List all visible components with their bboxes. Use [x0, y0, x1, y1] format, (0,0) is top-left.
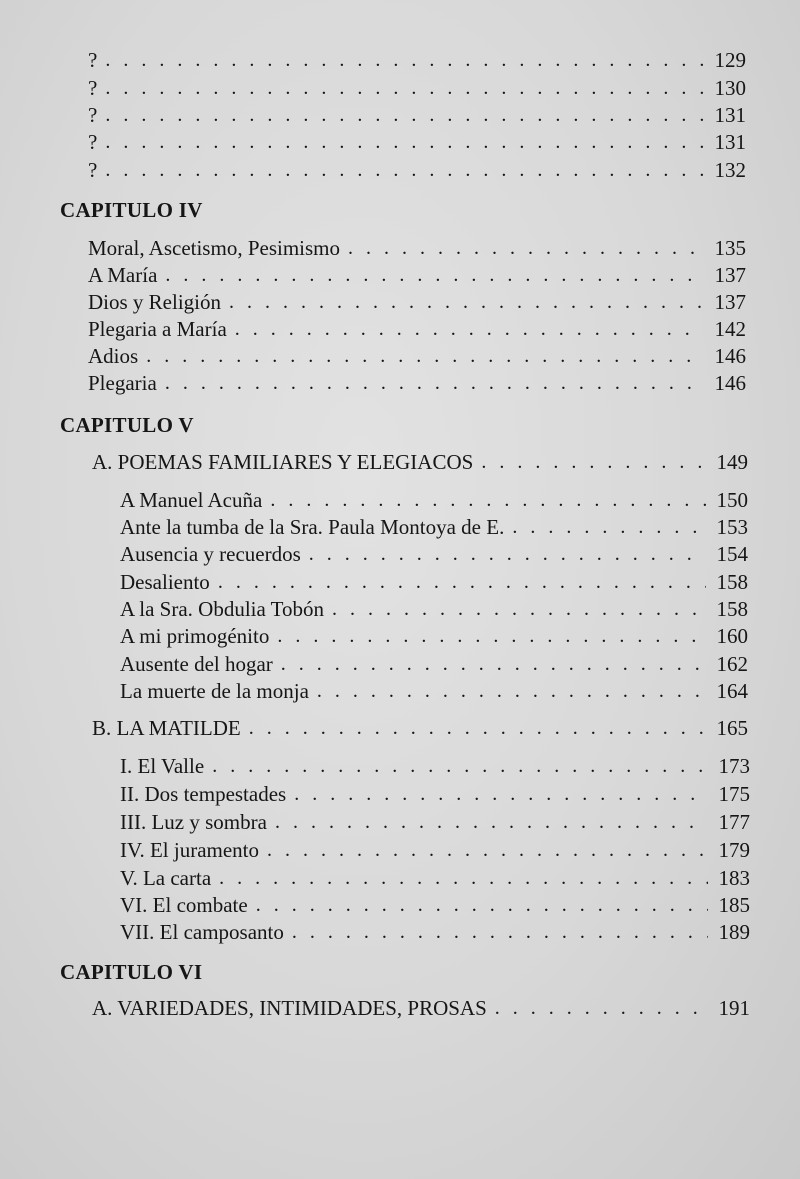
chapter-heading: CAPITULO IV: [60, 198, 203, 222]
dot-leader: [256, 893, 708, 917]
entry-title: Ausencia y recuerdos: [120, 542, 301, 566]
entry-title: A Manuel Acuña: [120, 488, 263, 512]
chapter-heading: CAPITULO V: [60, 413, 194, 437]
page-number: 154: [716, 542, 748, 566]
page-number: 183: [718, 866, 750, 890]
entry-title: Plegaria a María: [88, 317, 227, 341]
page-number: 164: [716, 679, 748, 703]
dot-leader: [481, 450, 706, 474]
page-number: 185: [718, 893, 750, 917]
entry-title: Ausente del hogar: [120, 652, 273, 676]
entry-title: La muerte de la monja: [120, 679, 309, 703]
page-number: 179: [718, 838, 750, 862]
page-number: 177: [718, 810, 750, 834]
entry-title: ?: [88, 76, 98, 100]
dot-leader: [512, 515, 706, 539]
entry-title: V. La carta: [120, 866, 212, 890]
dot-leader: [309, 542, 706, 566]
entry-title: I. El Valle: [120, 754, 205, 778]
entry-title: Desaliento: [120, 570, 210, 594]
toc-entry: [120, 511, 748, 539]
toc-entry: [88, 340, 746, 368]
entry-title: A María: [88, 263, 158, 287]
toc-entry: [120, 484, 748, 512]
page-number: 162: [716, 652, 748, 676]
toc-entry: [120, 750, 750, 778]
toc-section: [92, 446, 748, 474]
entry-title: Moral, Ascetismo, Pesimismo: [88, 236, 340, 260]
entry-title: II. Dos tempestades: [120, 782, 287, 806]
dot-leader: [105, 130, 704, 154]
toc-entry: [120, 620, 748, 648]
entry-title: ?: [88, 158, 98, 182]
toc-section: [92, 712, 748, 740]
page-number: 150: [716, 488, 748, 512]
toc-entry: [120, 889, 750, 917]
page-number: 129: [714, 48, 746, 72]
toc-entry: [88, 154, 746, 182]
page-number: 131: [714, 130, 746, 154]
entry-title: Plegaria: [88, 371, 157, 395]
dot-leader: [165, 263, 704, 287]
page-number: 137: [714, 263, 746, 287]
dot-leader: [249, 716, 706, 740]
section-title: A. VARIEDADES, INTIMIDADES, PROSAS: [92, 996, 487, 1020]
dot-leader: [348, 236, 704, 260]
page-number: 158: [716, 570, 748, 594]
entry-title: A la Sra. Obdulia Tobón: [120, 597, 325, 621]
entry-title: VI. El combate: [120, 893, 248, 917]
dot-leader: [219, 866, 708, 890]
page-number: 191: [718, 996, 750, 1020]
dot-leader: [495, 996, 708, 1020]
chapter-heading: CAPITULO VI: [60, 960, 203, 984]
entry-title: A mi primogénito: [120, 624, 270, 648]
toc-entry: [120, 675, 748, 703]
page-number: 130: [714, 76, 746, 100]
entry-title: IV. El juramento: [120, 838, 260, 862]
dot-leader: [235, 317, 704, 341]
dot-leader: [281, 652, 706, 676]
page-number: 132: [714, 158, 746, 182]
toc-entry: [120, 538, 748, 566]
toc-entry: [120, 566, 748, 594]
page-number: 158: [716, 597, 748, 621]
section-title: B. LA MATILDE: [92, 716, 241, 740]
page-number: 165: [716, 716, 748, 740]
dot-leader: [105, 76, 704, 100]
page-number: 189: [718, 920, 750, 944]
dot-leader: [292, 920, 708, 944]
dot-leader: [105, 48, 704, 72]
dot-leader: [275, 810, 708, 834]
entry-title: ?: [88, 130, 98, 154]
dot-leader: [267, 838, 708, 862]
entry-title: VII. El camposanto: [120, 920, 284, 944]
dot-leader: [146, 344, 704, 368]
toc-entry: [88, 126, 746, 154]
section-title: A. POEMAS FAMILIARES Y ELEGIACOS: [92, 450, 474, 474]
page-number: 137: [714, 290, 746, 314]
toc-entry: [88, 232, 746, 260]
toc-entry: [88, 367, 746, 395]
dot-leader: [277, 624, 706, 648]
toc-entry: [120, 834, 750, 862]
dot-leader: [332, 597, 706, 621]
toc-section: [92, 992, 750, 1020]
toc-entry: [120, 648, 748, 676]
entry-title: ?: [88, 48, 98, 72]
dot-leader: [229, 290, 704, 314]
entry-title: Dios y Religión: [88, 290, 222, 314]
dot-leader: [105, 158, 704, 182]
toc-entry: [120, 862, 750, 890]
page-number: 146: [714, 371, 746, 395]
toc-entry: [120, 593, 748, 621]
dot-leader: [317, 679, 706, 703]
dot-leader: [294, 782, 708, 806]
page-number: 160: [716, 624, 748, 648]
toc-entry: [88, 44, 746, 72]
toc-entry: [88, 286, 746, 314]
page-number: 135: [714, 236, 746, 260]
entry-title: Ante la tumba de la Sra. Paula Montoya de E.: [120, 515, 505, 539]
toc-entry: [120, 778, 750, 806]
entry-title: ?: [88, 103, 98, 127]
page-number: 175: [718, 782, 750, 806]
dot-leader: [105, 103, 704, 127]
entry-title: III. Luz y sombra: [120, 810, 267, 834]
page-number: 153: [716, 515, 748, 539]
toc-entry: [88, 99, 746, 127]
page-number: 146: [714, 344, 746, 368]
page-number: 131: [714, 103, 746, 127]
page-number: 173: [718, 754, 750, 778]
page-number: 142: [714, 317, 746, 341]
toc-entry: [88, 313, 746, 341]
dot-leader: [218, 570, 706, 594]
entry-title: Adios: [88, 344, 139, 368]
toc-entry: [120, 806, 750, 834]
toc-entry: [120, 916, 750, 944]
page-number: 149: [716, 450, 748, 474]
toc-entry: [88, 72, 746, 100]
toc-entry: [88, 259, 746, 287]
dot-leader: [270, 488, 706, 512]
dot-leader: [165, 371, 704, 395]
dot-leader: [212, 754, 708, 778]
